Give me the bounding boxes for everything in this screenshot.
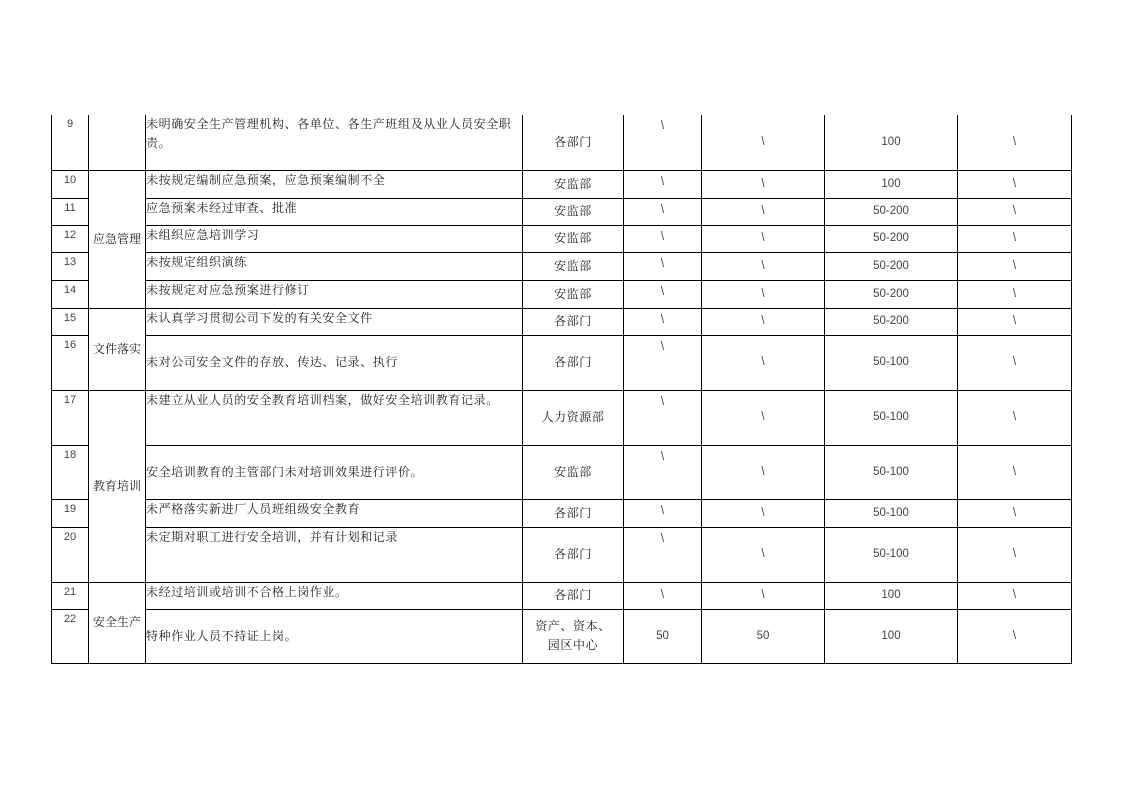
amount-col1: \ (624, 499, 702, 527)
responsible-dept: 人力资源部 (523, 390, 624, 445)
amount-col1: \ (624, 170, 702, 198)
item-description: 应急预案未经过审查、批准 (146, 198, 523, 225)
item-description: 未定期对职工进行安全培训，并有计划和记录 (146, 527, 523, 582)
amount-col3: 50-100 (825, 390, 958, 445)
item-description: 安全培训教育的主管部门未对培训效果进行评价。 (146, 445, 523, 499)
row-number: 15 (52, 308, 89, 335)
penalty-table (51, 115, 1072, 664)
row-number: 10 (52, 170, 89, 198)
row-number: 21 (52, 582, 89, 609)
amount-col3: 100 (825, 609, 958, 663)
table-row (52, 252, 1072, 280)
row-number: 9 (52, 115, 89, 170)
responsible-dept: 安监部 (523, 198, 624, 225)
category-documents: 文件落实 (89, 308, 146, 390)
item-description: 未明确安全生产管理机构、各单位、各生产班组及从业人员安全职责。 (146, 115, 523, 170)
amount-col2: \ (702, 115, 825, 170)
amount-col1: \ (624, 308, 702, 335)
amount-col2: \ (702, 280, 825, 308)
row-number: 12 (52, 225, 89, 252)
item-description: 未按规定组织演练 (146, 252, 523, 280)
amount-col4: \ (958, 252, 1072, 280)
row-number: 14 (52, 280, 89, 308)
amount-col1: 50 (624, 609, 702, 663)
responsible-dept: 各部门 (523, 582, 624, 609)
amount-col2: \ (702, 445, 825, 499)
amount-col4: \ (958, 445, 1072, 499)
item-description: 未对公司安全文件的存放、传达、记录、执行 (146, 335, 523, 390)
row-number: 17 (52, 390, 89, 445)
row-number: 18 (52, 445, 89, 499)
amount-col2: \ (702, 335, 825, 390)
amount-col1: \ (624, 252, 702, 280)
responsible-dept: 安监部 (523, 445, 624, 499)
category-cell (89, 115, 146, 170)
responsible-dept: 各部门 (523, 308, 624, 335)
responsible-dept: 安监部 (523, 170, 624, 198)
amount-col4: \ (958, 225, 1072, 252)
table-row (52, 582, 1072, 609)
item-description: 未按规定编制应急预案，应急预案编制不全 (146, 170, 523, 198)
row-number: 19 (52, 499, 89, 527)
amount-col3: 50-100 (825, 527, 958, 582)
amount-col2: \ (702, 308, 825, 335)
amount-col4: \ (958, 280, 1072, 308)
amount-col1: \ (624, 582, 702, 609)
row-number: 16 (52, 335, 89, 390)
amount-col4: \ (958, 308, 1072, 335)
amount-col3: 50-200 (825, 198, 958, 225)
amount-col1: \ (624, 115, 702, 170)
item-description: 未建立从业人员的安全教育培训档案，做好安全培训教育记录。 (146, 390, 523, 445)
amount-col2: \ (702, 527, 825, 582)
amount-col1: \ (624, 280, 702, 308)
item-description: 特种作业人员不持证上岗。 (146, 609, 523, 663)
table-row (52, 335, 1072, 390)
amount-col4: \ (958, 609, 1072, 663)
amount-col2: \ (702, 582, 825, 609)
amount-col3: 50-200 (825, 280, 958, 308)
responsible-dept: 各部门 (523, 335, 624, 390)
amount-col4: \ (958, 582, 1072, 609)
responsible-dept: 各部门 (523, 527, 624, 582)
row-number: 20 (52, 527, 89, 582)
amount-col2: \ (702, 252, 825, 280)
table-row (52, 390, 1072, 445)
amount-col2: \ (702, 390, 825, 445)
table-row (52, 170, 1072, 198)
table-row (52, 499, 1072, 527)
responsible-dept: 安监部 (523, 252, 624, 280)
amount-col4: \ (958, 527, 1072, 582)
item-description: 未严格落实新进厂人员班组级安全教育 (146, 499, 523, 527)
category-training: 教育培训 (89, 390, 146, 582)
amount-col2: \ (702, 499, 825, 527)
amount-col4: \ (958, 499, 1072, 527)
responsible-dept: 资产、资本、园区中心 (523, 609, 624, 663)
amount-col1: \ (624, 198, 702, 225)
table-row (52, 308, 1072, 335)
amount-col1: \ (624, 225, 702, 252)
table-row (52, 198, 1072, 225)
amount-col3: 50-100 (825, 445, 958, 499)
responsible-dept: 安监部 (523, 225, 624, 252)
responsible-dept: 各部门 (523, 115, 624, 170)
amount-col3: 50-100 (825, 499, 958, 527)
table-row (52, 225, 1072, 252)
table-row (52, 527, 1072, 582)
category-production: 安全生产 (89, 582, 146, 663)
row-number: 13 (52, 252, 89, 280)
table-row (52, 609, 1072, 663)
amount-col3: 50-200 (825, 308, 958, 335)
amount-col3: 50-100 (825, 335, 958, 390)
table-row (52, 115, 1072, 170)
item-description: 未组织应急培训学习 (146, 225, 523, 252)
amount-col3: 50-200 (825, 225, 958, 252)
amount-col4: \ (958, 335, 1072, 390)
amount-col3: 100 (825, 582, 958, 609)
row-number: 11 (52, 198, 89, 225)
amount-col1: \ (624, 390, 702, 445)
row-number: 22 (52, 609, 89, 663)
amount-col1: \ (624, 335, 702, 390)
item-description: 未按规定对应急预案进行修订 (146, 280, 523, 308)
amount-col2: \ (702, 170, 825, 198)
amount-col4: \ (958, 115, 1072, 170)
responsible-dept: 安监部 (523, 280, 624, 308)
amount-col2: \ (702, 225, 825, 252)
category-emergency: 应急管理 (89, 170, 146, 308)
amount-col3: 100 (825, 115, 958, 170)
amount-col2: 50 (702, 609, 825, 663)
amount-col1: \ (624, 527, 702, 582)
amount-col4: \ (958, 170, 1072, 198)
item-description: 未经过培训或培训不合格上岗作业。 (146, 582, 523, 609)
amount-col4: \ (958, 390, 1072, 445)
amount-col1: \ (624, 445, 702, 499)
responsible-dept: 各部门 (523, 499, 624, 527)
amount-col3: 100 (825, 170, 958, 198)
item-description: 未认真学习贯彻公司下发的有关安全文件 (146, 308, 523, 335)
table-row (52, 280, 1072, 308)
amount-col3: 50-200 (825, 252, 958, 280)
table-row (52, 445, 1072, 499)
amount-col2: \ (702, 198, 825, 225)
amount-col4: \ (958, 198, 1072, 225)
